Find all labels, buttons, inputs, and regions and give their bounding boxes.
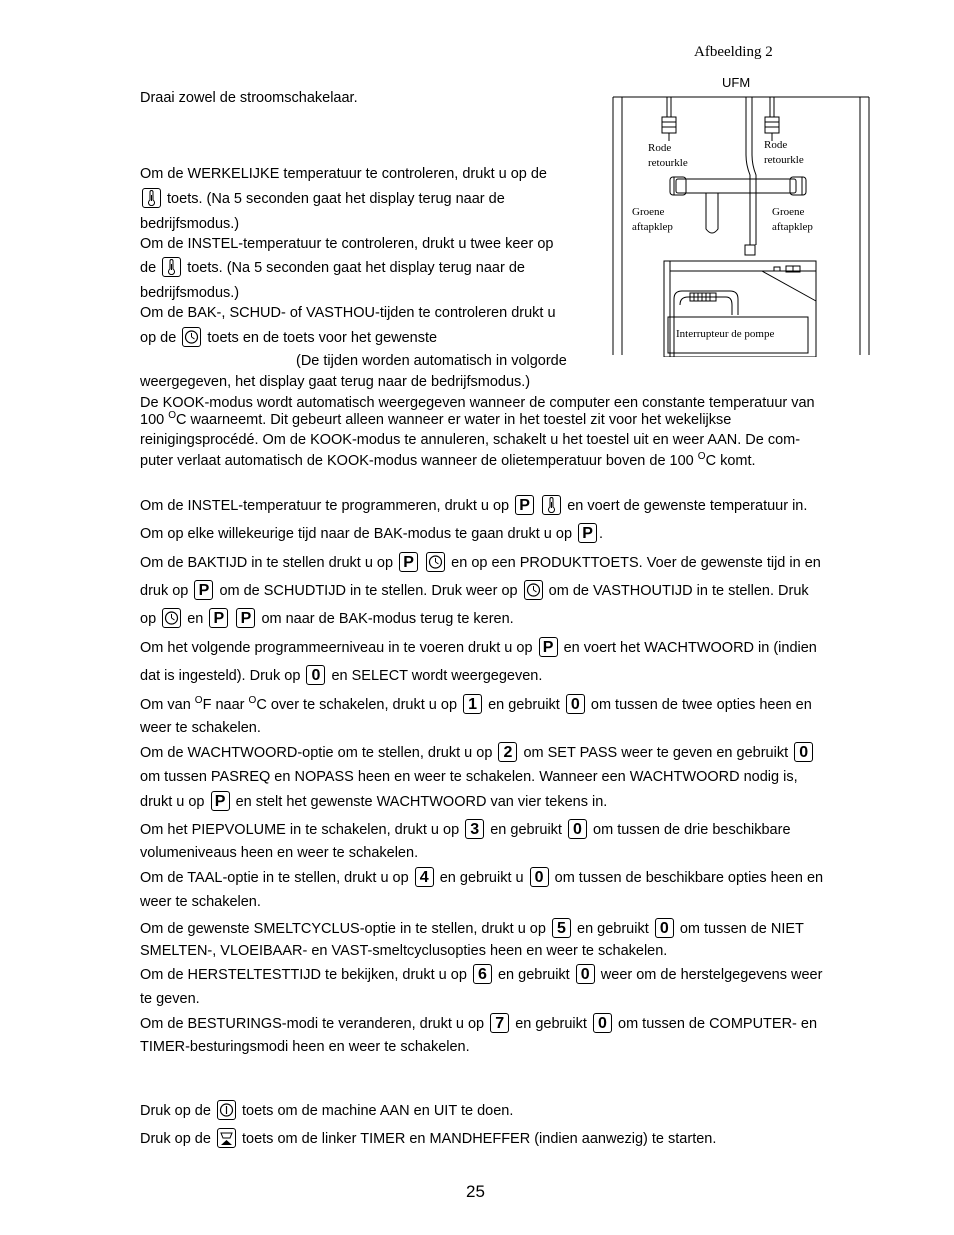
text-line: weer te schakelen. xyxy=(140,720,261,736)
text-line: (De tijden worden automatisch in volgorde xyxy=(296,353,567,369)
text-line: om tussen PASREQ en NOPASS heen en weer te schakelen. Wanneer een WACHTWOORD nodig is, xyxy=(140,769,798,785)
text-line: te geven. xyxy=(140,991,200,1007)
text-line: Om de TAAL-optie in te stellen, drukt u op 4 en gebruikt u 0 om tussen de beschikbare opties heen en xyxy=(140,869,824,887)
program-key: P xyxy=(539,637,558,657)
clock-key-icon xyxy=(182,327,201,347)
text-line: TIMER-besturingsmodi heen en weer te schakelen. xyxy=(140,1039,470,1055)
text-line: Om de HERSTELTESTTIJD te bekijken, drukt u op 6 en gebruikt 0 weer om de herstelgegevens weer xyxy=(140,966,823,984)
text-line: Om de WACHTWOORD-optie om te stellen, drukt u op 2 om SET PASS weer te geven en gebruikt 0 xyxy=(140,743,815,763)
program-key: P xyxy=(209,608,228,628)
pump-switch-label: Interrupteur de pompe xyxy=(676,328,775,340)
program-key: P xyxy=(236,608,255,628)
text-line: op en P P om naar de BAK-modus terug te keren. xyxy=(140,610,514,628)
text-line: SMELTEN-, VLOEIBAAR- en VAST-smeltcyclusopties heen en weer te schakelen. xyxy=(140,943,668,959)
program-key: P xyxy=(399,552,418,572)
text-line: weergegeven, het display gaat terug naar de bedrijfsmodus.) xyxy=(140,374,531,390)
right-return-label-1: Rode xyxy=(764,139,788,151)
clock-key-icon xyxy=(426,552,445,572)
text-line: Om de INSTEL-temperatuur te programmeren, drukt u op P en voert de gewenste temperatuur in. xyxy=(140,497,808,515)
text-line: Om de BESTURINGS-modi te veranderen, drukt u op 7 en gebruikt 0 om tussen de COMPUTER- en xyxy=(140,1015,818,1033)
text-line: Om de gewenste SMELTCYCLUS-optie in te stellen, drukt u op 5 en gebruikt 0 om tussen de NIET xyxy=(140,920,804,938)
key-0: 0 xyxy=(568,819,587,839)
left-drain-label-1: Groene xyxy=(632,206,665,218)
text-line: Druk op de toets om de machine AAN en UIT te doen. xyxy=(140,1101,513,1121)
key-0: 0 xyxy=(306,665,325,685)
left-drain-label-2: aftapklep xyxy=(632,221,673,233)
left-return-label-2: retourkle xyxy=(648,157,688,169)
text-line: volumeniveaus heen en weer te schakelen. xyxy=(140,845,419,861)
right-drain-label-1: Groene xyxy=(772,206,805,218)
program-key: P xyxy=(194,580,213,600)
program-key: P xyxy=(515,495,534,515)
text-line: Om de BAK-, SCHUD- of VASTHOU-tijden te controleren drukt u xyxy=(140,305,556,321)
left-return-label-1: Rode xyxy=(648,142,672,154)
basket-timer-key-icon xyxy=(217,1128,236,1148)
key-0: 0 xyxy=(530,867,549,887)
figure-caption: Afbeelding 2 xyxy=(694,44,773,60)
text-line: toets. (Na 5 seconden gaat het display terug naar de xyxy=(140,189,505,209)
text-line: drukt u op P en stelt het gewenste WACHTWOORD van vier tekens in. xyxy=(140,793,608,811)
text-line: Om de INSTEL-temperatuur te controleren, drukt u twee keer op xyxy=(140,236,554,252)
text-line: druk op P om de SCHUDTIJD in te stellen. Druk weer op om de VASTHOUTIJD in te stellen. Druk xyxy=(140,582,809,600)
text-line: Om het PIEPVOLUME in te schakelen, drukt u op 3 en gebruikt 0 om tussen de drie beschikbare xyxy=(140,821,791,839)
text-line: Om het volgende programmeerniveau in te voeren drukt u op P en voert het WACHTWOORD in (indien xyxy=(140,639,817,657)
text-line: bedrijfsmodus.) xyxy=(140,216,240,232)
key-2: 2 xyxy=(498,742,517,762)
right-drain-label-2: aftapklep xyxy=(772,221,813,233)
key-0: 0 xyxy=(794,742,813,762)
text-line: Om de WERKELIJKE temperatuur te controleren, drukt u op de xyxy=(140,166,547,182)
figure-top-label: UFM xyxy=(722,75,751,90)
key-0: 0 xyxy=(655,918,674,938)
key-1: 1 xyxy=(463,694,482,714)
clock-key-icon xyxy=(524,580,543,600)
key-4: 4 xyxy=(415,867,434,887)
program-key: P xyxy=(578,523,597,543)
text-line: Draai zowel de stroomschakelaar. xyxy=(140,90,358,106)
right-return-label-2: retourkle xyxy=(764,154,804,166)
key-0: 0 xyxy=(593,1013,612,1033)
thermometer-key-icon xyxy=(542,495,561,515)
text-line: bedrijfsmodus.) xyxy=(140,285,240,301)
text-line: weer te schakelen. xyxy=(140,894,261,910)
power-key-icon xyxy=(217,1100,236,1120)
key-6: 6 xyxy=(473,964,492,984)
text-line: De KOOK-modus wordt automatisch weergegeven wanneer de computer een constante temperatuur van xyxy=(140,395,815,411)
thermometer-key-icon xyxy=(142,188,161,208)
text-line: Om van $^O$F naar $^O$C over te schakelen, drukt u op 1 en gebruikt 0 om tussen de twee opties heen en xyxy=(140,695,812,714)
text-line: Om de BAKTIJD in te stellen drukt u op P en op een PRODUKTTOETS. Voer de gewenste tijd in en xyxy=(140,554,821,572)
text-line: dat is ingesteld). Druk op 0 en SELECT wordt weergegeven. xyxy=(140,667,543,685)
text-line: op de toets en de toets voor het gewenste xyxy=(140,328,437,348)
text-line: 100 $^O$C waarneemt. Dit gebeurt alleen wanneer er water in het toestel zit voor het wekelijkse xyxy=(140,410,732,428)
key-0: 0 xyxy=(576,964,595,984)
thermometer-key-icon xyxy=(162,257,181,277)
clock-key-icon xyxy=(162,608,181,628)
text-line: reinigingsprocédé. Om de KOOK-modus te annuleren, schakelt u het toestel uit en weer AAN. De com- xyxy=(140,432,801,448)
text-line: de toets. (Na 5 seconden gaat het display terug naar de xyxy=(140,258,525,278)
key-3: 3 xyxy=(465,819,484,839)
text-line: Om op elke willekeurige tijd naar de BAK-modus te gaan drukt u op P . xyxy=(140,525,604,543)
text-line: Druk op de toets om de linker TIMER en MANDHEFFER (indien aanwezig) te starten. xyxy=(140,1129,716,1149)
key-0: 0 xyxy=(566,694,585,714)
program-key: P xyxy=(211,791,230,811)
key-7: 7 xyxy=(490,1013,509,1033)
page-number: 25 xyxy=(466,1182,485,1201)
key-5: 5 xyxy=(552,918,571,938)
text-line: puter verlaat automatisch de KOOK-modus wanneer de olietemperatuur boven de 100 $^O$C komt. xyxy=(140,451,756,469)
